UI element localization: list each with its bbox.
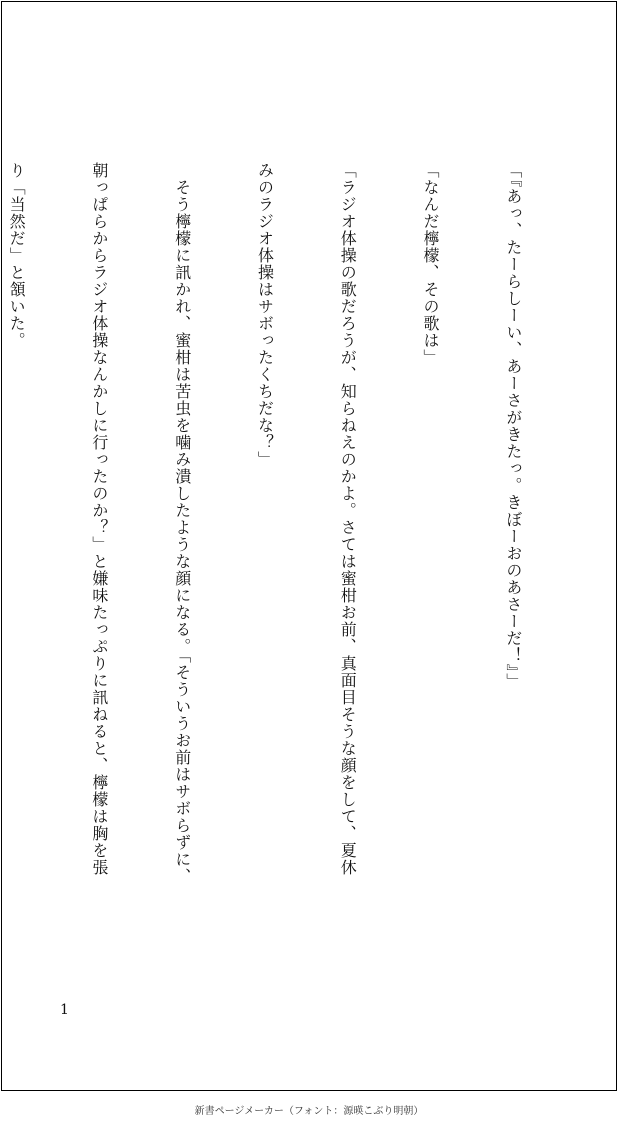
book-page	[1, 1, 617, 1091]
footer-credit: 新書ページメーカー（フォント：源暎こぶり明朝）	[194, 1106, 424, 1117]
page-number: 1	[60, 1002, 69, 1018]
text-line: 「『あっ、たーらしーい、あーさがきたっ。きぼーおのあさーだ！』」	[503, 162, 523, 690]
text-line: 「ラジオ体操の歌だろうが、知らねえのかよ。さては蜜柑お前、真面目そうな顔をして、夏休	[338, 162, 358, 876]
text-line: り「当然だ」と頷いた。	[7, 162, 27, 349]
text-line: みのラジオ体操はサボったくちだな？」	[255, 162, 275, 468]
text-line: 「なんだ檸檬、その歌は」	[421, 162, 441, 366]
text-line: 朝っぱらからラジオ体操なんかしに行ったのか？」と嫌味たっぷりに訊ねると、檸檬は胸を張	[89, 162, 109, 876]
vertical-text-body	[0, 162, 582, 1062]
text-line: そう檸檬に訊かれ、蜜柑は苦虫を噛み潰したような顔になる。「そういうお前はサボらずに、	[172, 162, 192, 885]
